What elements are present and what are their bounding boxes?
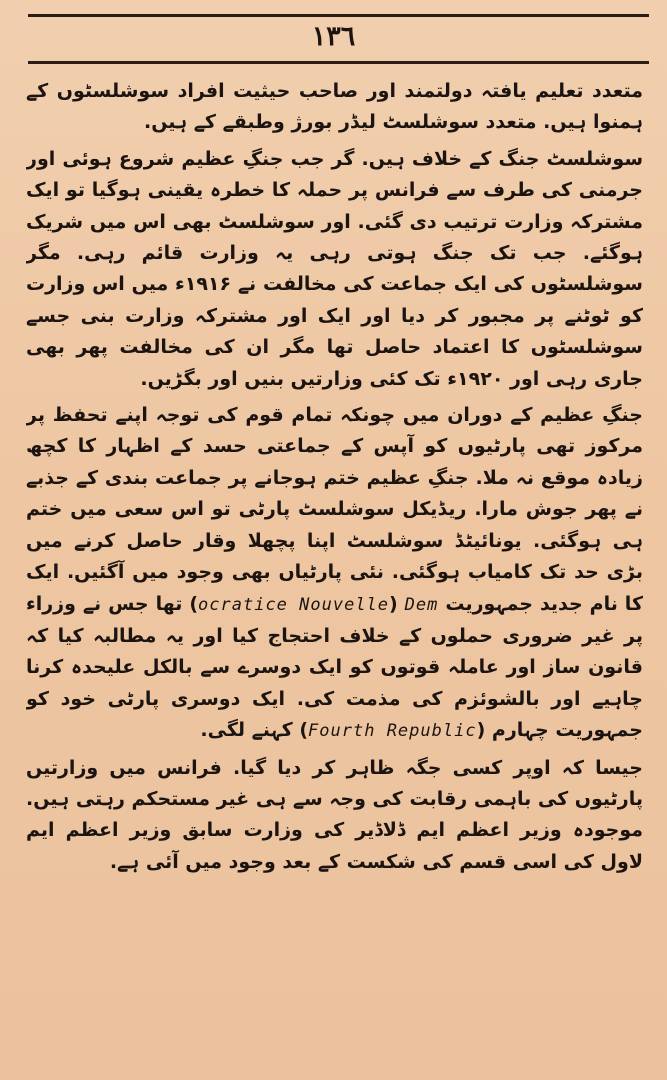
paragraph-3-text: جنگِ عظیم کے دوران میں چونکہ تمام قوم کی توجہ اپنے تحفظ پر مرکوز تھی پارٹیوں کو آپس کے جماعتی حسد کے اظہار کا کچھ زیادہ موقع نہ ملا. جنگِ عظیم ختم ہوجانے پر جماعت بندی کے جذبے نے پھر جوش مارا. ریڈیکل سوشلسٹ پارٹی تو اس سعی میں ختم ہی ہوگئی. یونائیٹڈ سوشلسٹ اپنا پچھلا وقار حاصل کرنے میں بڑی حد تک کامیاب ہوگئی. نئی پارٹیاں بھی وجود میں آگئیں. ایک کا نام جدید جمہوریت (26, 404, 643, 615)
page-number: ١٣٦ (311, 21, 356, 52)
body-text (26, 76, 643, 1066)
latin-term-ocratice: ocratice Nouvelle (198, 594, 390, 615)
paragraph-4-text: جیسا کہ اوپر کسی جگہ ظاہر کر دیا گیا. فرانس میں وزارتیں پارٹیوں کی باہمی رقابت کی وجہ سے ہی غیر مستحکم رہتی ہیں. موجودہ وزیر اعظم ایم ڈلاڈیر کی وزارت سابق وزیر اعظم ایم لاول کی اسی قسم کی شکست کے بعد وجود میں آئی ہے. (26, 756, 643, 873)
latin-term-dem: Dem (404, 594, 439, 615)
header-rule-top (28, 14, 649, 17)
paragraph-1-text: متعدد تعلیم یافتہ دولتمند اور صاحب حیثیت افراد سوشلسٹوں کے ہمنوا ہیں. متعدد سوشلسٹ لیڈر بورژ وطبقے کے ہیں. (26, 80, 643, 134)
paragraph-2 (26, 144, 643, 395)
latin-term-fourth-republic: Fourth Republic (308, 721, 477, 742)
paragraph-3c-text: کہنے لگی. (200, 719, 293, 742)
paragraph-3: جنگِ عظیم کے دوران میں چونکہ تمام قوم کی توجہ اپنے تحفظ پر مرکوز تھی پارٹیوں کو آپس کے جماعتی حسد کے اظہار کا کچھ زیادہ موقع نہ ملا. جنگِ عظیم ختم ہوجانے پر جماعت بندی کے جذبے نے پھر جوش مارا. ریڈیکل سوشلسٹ پارٹی تو اس سعی میں ختم ہی ہوگئی. یونائیٹڈ سوشلسٹ اپنا پچھلا وقار حاصل کرنے میں بڑی حد تک کامیاب ہوگئی. نئی پارٹیاں بھی وجود میں آگئیں. ایک کا نام جدید جمہوریت Dem (ocratice Nouvelle) تھا جس نے وزراء پر غیر ضروری حملوں کے خلاف احتجاج کیا اور یہ مطالبہ کیا کہ قانون ساز اور عاملہ قوتوں کو ایک دوسرے سے بالکل علیحدہ کرنا چاہیے اور بالشوئزم کی مذمت کی. ایک دوسری پارٹی خود کو جمہوریت چہارم (Fourth Republic) کہنے لگی. (26, 400, 643, 747)
paragraph-3b-text: تھا جس نے وزراء پر غیر ضروری حملوں کے خلاف احتجاج کیا اور یہ مطالبہ کیا کہ قانون ساز اور عاملہ قوتوں کو ایک دوسرے سے بالکل علیحدہ کرنا چاہیے اور بالشوئزم کی مذمت کی. ایک دوسری پارٹی خود کو جمہوریت چہارم (26, 592, 643, 742)
paragraph-2-text: سوشلسٹ جنگ کے خلاف ہیں. گر جب جنگِ عظیم شروع ہوئی اور جرمنی کی طرف سے فرانس پر حملہ کا خطرہ یقینی ہوگیا تو ایک مشترکہ وزارت ترتیب دی گئی. اور سوشلسٹ بھی اس میں شریک ہوگئے. جب تک جنگ ہوتی رہی یہ وزارت قائم رہی. مگر سوشلسٹوں کی ایک جماعت کی مخالفت نے ۱۹۱۶ء میں اس وزارت کو ٹوٹنے پر مجبور کر دیا اور ایک اور مشترکہ وزارت بنی جسے سوشلسٹوں کا اعتماد حاصل تھا مگر ان کی مخالفت پھر بھی جاری رہی اور ۱۹۲۰ء تک کئی وزارتیں بنیں اور بگڑیں. (26, 147, 643, 390)
paragraph-4 (26, 753, 643, 879)
header-rule-bottom (28, 61, 649, 64)
paragraph-1 (26, 76, 643, 139)
